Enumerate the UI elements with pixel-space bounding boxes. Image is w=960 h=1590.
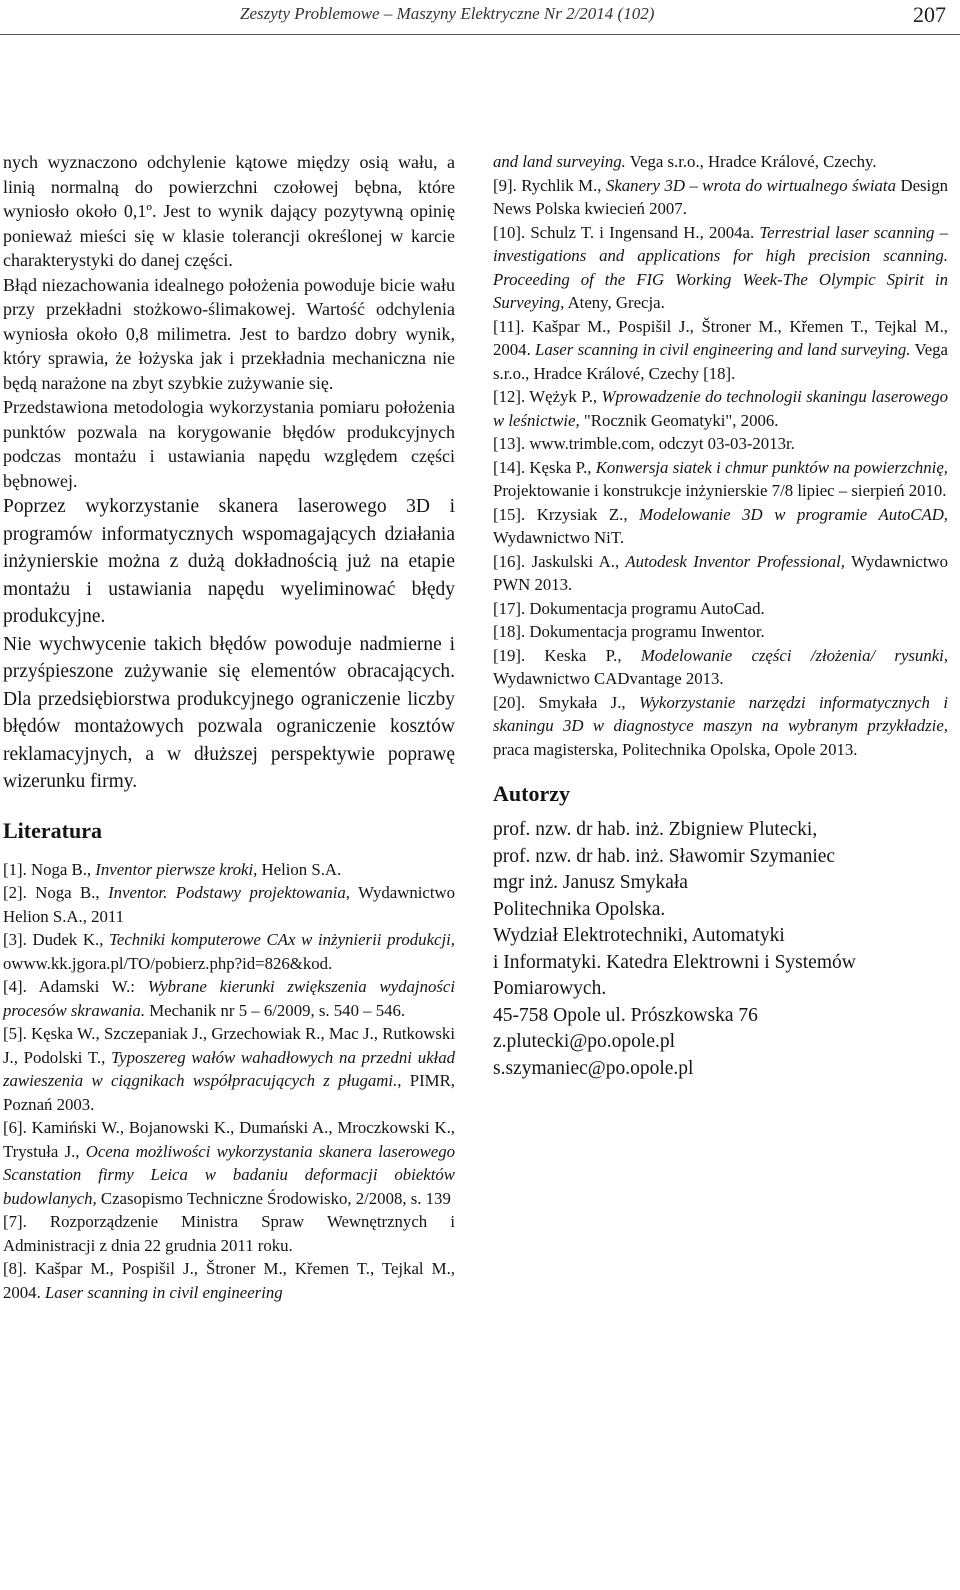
reference-post: Wydawnictwo NiT. bbox=[493, 528, 625, 547]
reference-it: Wprowadzenie do technologii skaningu laserowego w leśnictwie, bbox=[493, 387, 948, 430]
reference-it: Konwersja siatek i chmur punktów na powierzchnię, bbox=[591, 457, 948, 477]
reference-item bbox=[3, 858, 455, 882]
reference-pre: [14]. Kęska P., bbox=[493, 457, 592, 477]
reference-post: Design News Polska kwiecień 2007. bbox=[493, 175, 948, 218]
reference-it: Skanery 3D – wrota do wirtualnego świata bbox=[601, 175, 896, 195]
reference-post: Vega s.r.o., Hradce Králové, Czechy [18]. bbox=[493, 340, 948, 383]
author-line: prof. nzw. dr hab. inż. Zbigniew Plutecki, bbox=[493, 819, 818, 840]
reference-item bbox=[3, 975, 455, 1022]
reference-pre: [4]. Adamski W.: bbox=[3, 977, 135, 996]
reference-it: and land surveying. bbox=[493, 152, 626, 171]
reference-post: praca magisterska, Politechnika Opolska, Opole 2013. bbox=[493, 739, 858, 759]
reference-post: owww.kk.jgora.pl/TO/pobierz.php?id=826&kod. bbox=[3, 953, 333, 973]
reference-post: Vega s.r.o., Hradce Králové, Czechy. bbox=[625, 152, 877, 171]
reference-it: Modelowanie 3D w programie AutoCAD, bbox=[627, 504, 949, 524]
reference-item bbox=[3, 881, 455, 928]
reference-pre: [11]. Kašpar M., Pospišil J., Štroner M., Křemen T., Tejkal M., 2004. bbox=[493, 316, 948, 359]
reference-item bbox=[493, 503, 948, 550]
reference-pre: [12]. Wężyk P., bbox=[493, 387, 598, 406]
left-column bbox=[3, 150, 455, 1304]
reference-post: Mechanik nr 5 – 6/2009, s. 540 – 546. bbox=[145, 1000, 406, 1020]
author-line: prof. nzw. dr hab. inż. Sławomir Szymaniec bbox=[493, 845, 836, 867]
author-line: mgr inż. Janusz Smykała bbox=[493, 872, 688, 893]
reference-pre: [8]. Kašpar M., Pospišil J., Štroner M., Křemen T., Tejkal M., 2004. bbox=[3, 1259, 455, 1302]
reference-item bbox=[3, 1022, 455, 1116]
reference-it: Autodesk Inventor Professional, bbox=[619, 551, 845, 571]
reference-post: Ateny, Grecja. bbox=[564, 293, 665, 312]
reference-pre: [19]. Keska P., bbox=[493, 645, 622, 665]
reference-post: Czasopismo Techniczne Środowisko, 2/2008, s. 139 bbox=[96, 1188, 451, 1208]
reference-item bbox=[493, 150, 948, 174]
reference-item bbox=[493, 174, 948, 221]
reference-item bbox=[3, 1257, 455, 1304]
reference-pre: [10]. Schulz T. i Ingensand H., 2004a. bbox=[493, 222, 755, 242]
author-line: 45-758 Opole ul. Prószkowska 76 bbox=[493, 1004, 758, 1026]
author-line: Politechnika Opolska. bbox=[493, 898, 666, 920]
right-column bbox=[493, 150, 948, 1082]
reference-item bbox=[493, 456, 948, 503]
reference-it: Inventor. Podstawy projektowania, bbox=[99, 883, 350, 902]
running-title: Zeszyty Problemowe – Maszyny Elektryczne Nr 2/2014 (102) bbox=[240, 4, 655, 23]
reference-post: Wydawnictwo PWN 2013. bbox=[493, 551, 948, 594]
reference-item bbox=[493, 691, 948, 762]
body-paragraph: Przedstawiona metodologia wykorzystania pomiaru położenia punktów pozwala na korygowanie błędów produkcyjnych podczas montażu i ustawiania napędu względem części bębnowej. bbox=[3, 397, 455, 491]
reference-pre: [16]. Jaskulski A., bbox=[493, 551, 620, 571]
reference-post: Projektowanie i konstrukcje inżynierskie 7/8 lipiec – sierpień 2010. bbox=[493, 481, 947, 500]
body-paragraph: Błąd niezachowania idealnego położenia powoduje bicie wału przy przekładni stożkowo-ślimakowej. Wartość odchylenia wyniosła około 0,8 milimetra. Jest to bardzo dobry wynik, który sprawia, że łożyska jak i przekładnia mechaniczna nie będą narażone na zbyt szybkie zużywanie się. bbox=[3, 274, 455, 393]
reference-pre: [20]. Smykała J., bbox=[493, 692, 626, 712]
reference-pre: [2]. Noga B., bbox=[3, 883, 100, 902]
reference-pre: [7]. Rozporządzenie Ministra Spraw Wewnętrznych i Administracji z dnia 22 grudnia 2011 roku. bbox=[3, 1212, 455, 1255]
author-line: z.plutecki@po.opole.pl bbox=[493, 1031, 676, 1052]
reference-pre: [15]. Krzysiak Z., bbox=[493, 504, 628, 524]
reference-pre: [5]. Kęska W., Szczepaniak J., Grzechowiak R., Mac J., Rutkowski J., Podolski T., bbox=[3, 1024, 455, 1067]
authors-block bbox=[493, 817, 948, 1082]
reference-pre: [9]. Rychlik M., bbox=[493, 175, 602, 195]
reference-pre: [1]. Noga B., bbox=[3, 859, 92, 879]
reference-pre: [13]. www.trimble.com, odczyt 03-03-2013r. bbox=[493, 434, 795, 453]
author-line: i Informatyki. Katedra Elektrowni i Systemów Pomiarowych. bbox=[493, 951, 856, 999]
reference-item bbox=[3, 1210, 455, 1257]
literature-heading: Literatura bbox=[3, 817, 102, 843]
reference-it: Laser scanning in civil engineering and land surveying. bbox=[530, 340, 911, 359]
reference-it: Typoszereg wałów wahadłowych na przedni układ zawieszenia w ciągnikach współpracujących z pługami. bbox=[3, 1047, 455, 1090]
reference-pre: [18]. Dokumentacja programu Inwentor. bbox=[493, 622, 765, 641]
reference-post: , PIMR, Poznań 2003. bbox=[3, 1071, 455, 1114]
reference-it: Wykorzystanie narzędzi informatycznych i skaningu 3D w diagnostyce maszyn na wybranym przykładzie, bbox=[493, 692, 948, 735]
reference-post: Wydawnictwo Helion S.A., 2011 bbox=[3, 883, 455, 926]
references-list-left bbox=[3, 858, 455, 1305]
reference-item bbox=[493, 221, 948, 315]
reference-it: Inventor pierwsze kroki, bbox=[91, 859, 258, 879]
reference-post: "Rocznik Geomatyki", 2006. bbox=[579, 410, 779, 430]
reference-item bbox=[493, 315, 948, 386]
reference-item bbox=[493, 550, 948, 597]
header-rule bbox=[0, 34, 960, 35]
reference-post: Wydawnictwo CADvantage 2013. bbox=[493, 669, 724, 688]
reference-item bbox=[493, 597, 948, 621]
page-header bbox=[0, 0, 960, 50]
author-line: Wydział Elektrotechniki, Automatyki bbox=[493, 925, 785, 946]
reference-it: Modelowanie części /złożenia/ rysunki, bbox=[621, 645, 949, 665]
reference-item bbox=[3, 1116, 455, 1210]
reference-it: Ocena możliwości wykorzystania skanera laserowego Scanstation firmy Leica w badaniu deformacji obiektów budowlanych, bbox=[3, 1141, 455, 1208]
reference-item bbox=[493, 385, 948, 432]
reference-item bbox=[493, 620, 948, 644]
reference-it: Wybrane kierunki zwiększenia wydajności procesów skrawania. bbox=[3, 977, 455, 1020]
page-number: 207 bbox=[913, 2, 946, 27]
reference-pre: [6]. Kamiński W., Bojanowski K., Dumański A., Mroczkowski K., Trystuła J., bbox=[3, 1118, 455, 1161]
author-line: s.szymaniec@po.opole.pl bbox=[493, 1057, 694, 1079]
reference-pre: [17]. Dokumentacja programu AutoCad. bbox=[493, 598, 765, 618]
body-paragraph: Nie wychwycenie takich błędów powoduje nadmierne i przyśpieszone zużywanie się elementów obracających. Dla przedsiębiorstwa produkcyjnego ograniczenie liczby błędów montażowych pozwala ograniczenie kosztów reklamacyjnych, a w dłuższej perspektywie poprawę wizerunku firmy. bbox=[3, 633, 455, 792]
reference-post: Helion S.A. bbox=[257, 859, 342, 879]
reference-pre: [3]. Dudek K., bbox=[3, 930, 104, 949]
reference-it: Techniki komputerowe CAx w inżynierii produkcji, bbox=[103, 930, 455, 949]
reference-it: Terrestrial laser scanning – investigations and applications for high precision scanning. Proceeding of the FIG Working Week-The Olympic Spirit in Surveying, bbox=[493, 222, 948, 312]
body-paragraph: Poprzez wykorzystanie skanera laserowego 3D i programów informatycznych wspomagających działania inżynierskie można z dużą dokładnością już na etapie montażu i ustawiania napędu wyeliminować błędy produkcyjne. bbox=[3, 496, 455, 627]
body-paragraph: nych wyznaczono odchylenie kątowe między osią wału, a linią normalną do powierzchni czołowej bębna, które wyniosło około 0,1º. Jest to wynik dający pozytywną opinię ponieważ mieści się w klasie tolerancji określonej w karcie charakterystyki do danej części. bbox=[3, 152, 455, 270]
reference-item bbox=[493, 432, 948, 456]
authors-heading: Autorzy bbox=[493, 781, 570, 806]
reference-it: Laser scanning in civil engineering bbox=[40, 1282, 283, 1302]
reference-item bbox=[493, 644, 948, 691]
reference-item bbox=[3, 928, 455, 975]
references-list-right bbox=[493, 150, 948, 761]
